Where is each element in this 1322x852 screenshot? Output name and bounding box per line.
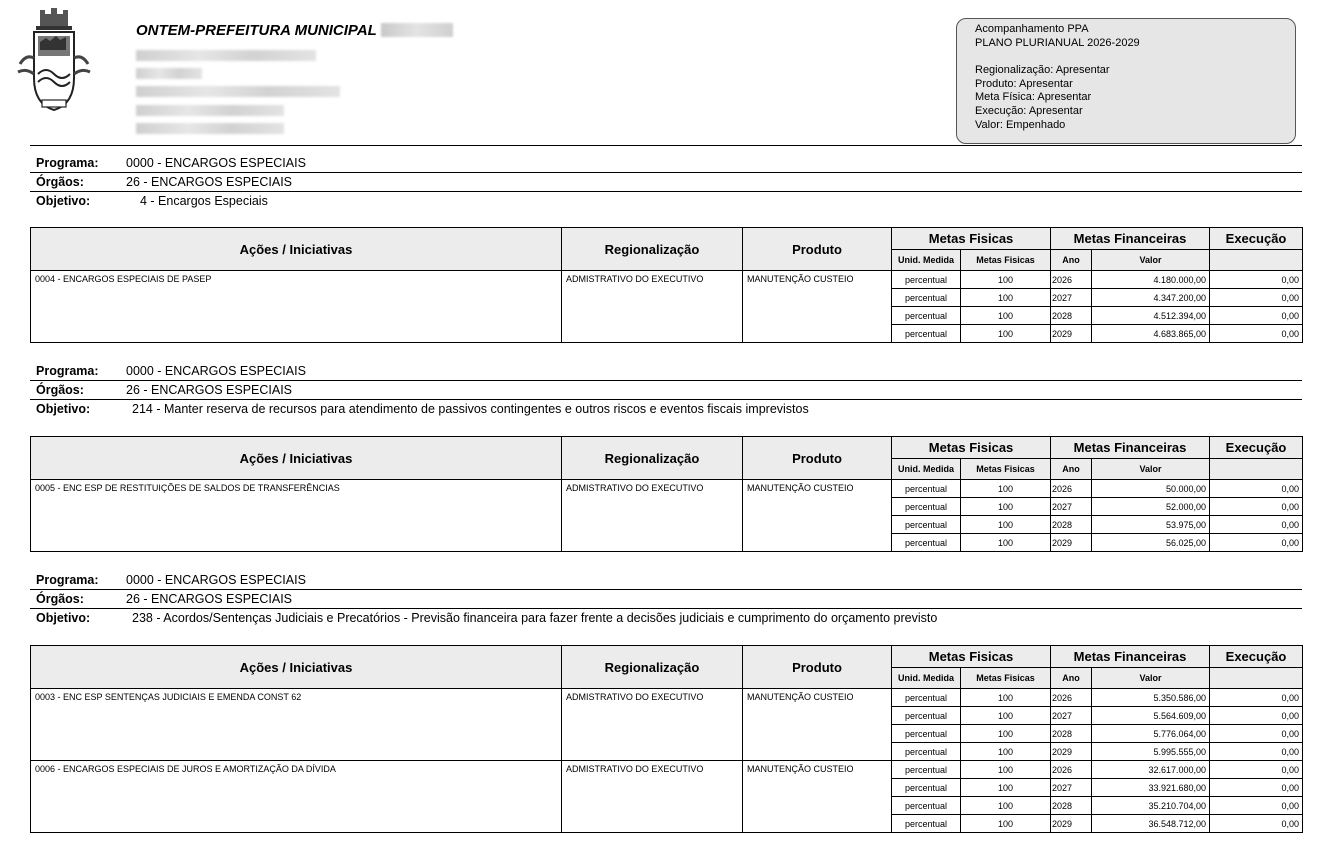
unid-cell: percentual bbox=[892, 325, 961, 343]
col-metas-financeiras: Metas Financeiras bbox=[1051, 646, 1210, 668]
ano-cell: 2027 bbox=[1051, 289, 1092, 307]
valor-cell: 52.000,00 bbox=[1092, 498, 1210, 516]
table-row bbox=[31, 761, 1303, 779]
ano-cell: 2027 bbox=[1051, 707, 1092, 725]
col-unid-medida: Unid. Medida bbox=[892, 668, 961, 689]
table-row bbox=[31, 271, 1303, 289]
redacted-text bbox=[381, 23, 453, 37]
unid-cell: percentual bbox=[892, 516, 961, 534]
table-row bbox=[31, 480, 1303, 498]
meta-cell: 100 bbox=[961, 743, 1051, 761]
ano-cell: 2029 bbox=[1051, 534, 1092, 552]
unid-cell: percentual bbox=[892, 534, 961, 552]
exec-cell: 0,00 bbox=[1210, 534, 1303, 552]
col-acoes: Ações / Iniciativas bbox=[31, 228, 562, 271]
action-regionalizacao: ADMISTRATIVO DO EXECUTIVO bbox=[562, 761, 743, 833]
col-produto: Produto bbox=[743, 646, 892, 689]
objetivo-row: Objetivo: 238 - Acordos/Sentenças Judiciais e Precatórios - Previsão financeira para fazer frente a decisões judiciais e cumprimento do orçamento previsto bbox=[36, 611, 938, 625]
col-execucao: Execução bbox=[1210, 437, 1303, 459]
exec-cell: 0,00 bbox=[1210, 516, 1303, 534]
meta-cell: 100 bbox=[961, 707, 1051, 725]
objetivo-row: Objetivo: 214 - Manter reserva de recursos para atendimento de passivos contingentes e outros riscos e eventos fiscais imprevistos bbox=[36, 402, 809, 416]
exec-cell: 0,00 bbox=[1210, 689, 1303, 707]
redacted-address-line bbox=[136, 50, 316, 61]
col-regionalizacao: Regionalização bbox=[562, 646, 743, 689]
col-metas-fisicas-sub: Metas Fisicas bbox=[961, 459, 1051, 480]
meta-cell: 100 bbox=[961, 534, 1051, 552]
valor-cell: 32.617.000,00 bbox=[1092, 761, 1210, 779]
ano-cell: 2028 bbox=[1051, 307, 1092, 325]
redacted-address-line bbox=[136, 123, 284, 134]
program-section bbox=[30, 154, 1302, 210]
action-name: 0005 - ENC ESP DE RESTITUIÇÕES DE SALDOS DE TRANSFERÊNCIAS bbox=[31, 480, 562, 552]
valor-cell: 4.180.000,00 bbox=[1092, 271, 1210, 289]
valor-cell: 35.210.704,00 bbox=[1092, 797, 1210, 815]
exec-cell: 0,00 bbox=[1210, 325, 1303, 343]
meta-cell: 100 bbox=[961, 797, 1051, 815]
meta-cell: 100 bbox=[961, 779, 1051, 797]
orgaos-row: Órgãos: 26 - ENCARGOS ESPECIAIS bbox=[30, 381, 1302, 400]
meta-cell: 100 bbox=[961, 516, 1051, 534]
redacted-address-line bbox=[136, 105, 284, 116]
valor-cell: 53.975,00 bbox=[1092, 516, 1210, 534]
table-row bbox=[31, 689, 1303, 707]
unid-cell: percentual bbox=[892, 779, 961, 797]
action-name: 0006 - ENCARGOS ESPECIAIS DE JUROS E AMORTIZAÇÃO DA DÍVIDA bbox=[31, 761, 562, 833]
col-produto: Produto bbox=[743, 228, 892, 271]
meta-cell: 100 bbox=[961, 498, 1051, 516]
ano-cell: 2026 bbox=[1051, 271, 1092, 289]
info-line: PLANO PLURIANUAL 2026-2029 bbox=[975, 36, 1140, 49]
col-metas-fisicas: Metas Fisicas bbox=[892, 646, 1051, 668]
organization-name: ONTEM-PREFEITURA MUNICIPAL bbox=[136, 22, 453, 39]
action-name: 0003 - ENC ESP SENTENÇAS JUDICIAIS E EMENDA CONST 62 bbox=[31, 689, 562, 761]
action-produto: MANUTENÇÃO CUSTEIO bbox=[743, 689, 892, 761]
col-acoes: Ações / Iniciativas bbox=[31, 646, 562, 689]
col-unid-medida: Unid. Medida bbox=[892, 250, 961, 271]
ano-cell: 2029 bbox=[1051, 743, 1092, 761]
ano-cell: 2028 bbox=[1051, 797, 1092, 815]
redacted-address-line bbox=[136, 86, 340, 97]
actions-table bbox=[30, 227, 1303, 343]
info-line: Produto: Apresentar bbox=[975, 77, 1073, 90]
col-execucao-sub bbox=[1210, 459, 1303, 480]
unid-cell: percentual bbox=[892, 289, 961, 307]
exec-cell: 0,00 bbox=[1210, 725, 1303, 743]
report-info-box bbox=[956, 18, 1296, 144]
report-header bbox=[0, 0, 1322, 148]
action-produto: MANUTENÇÃO CUSTEIO bbox=[743, 480, 892, 552]
col-unid-medida: Unid. Medida bbox=[892, 459, 961, 480]
col-execucao-sub bbox=[1210, 250, 1303, 271]
municipal-crest-icon bbox=[16, 8, 92, 116]
meta-cell: 100 bbox=[961, 815, 1051, 833]
header-divider bbox=[30, 145, 1302, 146]
ano-cell: 2026 bbox=[1051, 480, 1092, 498]
col-execucao-sub bbox=[1210, 668, 1303, 689]
col-metas-fisicas: Metas Fisicas bbox=[892, 228, 1051, 250]
col-metas-fisicas-sub: Metas Fisicas bbox=[961, 668, 1051, 689]
valor-cell: 5.564.609,00 bbox=[1092, 707, 1210, 725]
programa-row: Programa: 0000 - ENCARGOS ESPECIAIS bbox=[30, 571, 1302, 590]
meta-cell: 100 bbox=[961, 289, 1051, 307]
col-metas-fisicas-sub: Metas Fisicas bbox=[961, 250, 1051, 271]
col-execucao: Execução bbox=[1210, 228, 1303, 250]
exec-cell: 0,00 bbox=[1210, 498, 1303, 516]
exec-cell: 0,00 bbox=[1210, 779, 1303, 797]
col-valor: Valor bbox=[1092, 250, 1210, 271]
valor-cell: 50.000,00 bbox=[1092, 480, 1210, 498]
ano-cell: 2028 bbox=[1051, 725, 1092, 743]
valor-cell: 4.347.200,00 bbox=[1092, 289, 1210, 307]
col-valor: Valor bbox=[1092, 668, 1210, 689]
col-acoes: Ações / Iniciativas bbox=[31, 437, 562, 480]
meta-cell: 100 bbox=[961, 307, 1051, 325]
exec-cell: 0,00 bbox=[1210, 761, 1303, 779]
ano-cell: 2029 bbox=[1051, 325, 1092, 343]
col-metas-financeiras: Metas Financeiras bbox=[1051, 437, 1210, 459]
programa-row: Programa: 0000 - ENCARGOS ESPECIAIS bbox=[30, 362, 1302, 381]
actions-table bbox=[30, 436, 1303, 552]
program-section bbox=[30, 362, 1302, 418]
valor-cell: 36.548.712,00 bbox=[1092, 815, 1210, 833]
col-ano: Ano bbox=[1051, 459, 1092, 480]
info-line: Acompanhamento PPA bbox=[975, 23, 1089, 35]
info-line: Regionalização: Apresentar bbox=[975, 64, 1110, 77]
meta-cell: 100 bbox=[961, 761, 1051, 779]
ano-cell: 2026 bbox=[1051, 761, 1092, 779]
col-regionalizacao: Regionalização bbox=[562, 437, 743, 480]
valor-cell: 4.512.394,00 bbox=[1092, 307, 1210, 325]
meta-cell: 100 bbox=[961, 480, 1051, 498]
action-produto: MANUTENÇÃO CUSTEIO bbox=[743, 761, 892, 833]
exec-cell: 0,00 bbox=[1210, 797, 1303, 815]
col-valor: Valor bbox=[1092, 459, 1210, 480]
unid-cell: percentual bbox=[892, 725, 961, 743]
unid-cell: percentual bbox=[892, 797, 961, 815]
col-metas-financeiras: Metas Financeiras bbox=[1051, 228, 1210, 250]
valor-cell: 56.025,00 bbox=[1092, 534, 1210, 552]
info-line: Execução: Apresentar bbox=[975, 104, 1083, 117]
action-name: 0004 - ENCARGOS ESPECIAIS DE PASEP bbox=[31, 271, 562, 343]
exec-cell: 0,00 bbox=[1210, 271, 1303, 289]
info-line: Meta Física: Apresentar bbox=[975, 91, 1092, 104]
redacted-address-line bbox=[136, 68, 202, 79]
meta-cell: 100 bbox=[961, 689, 1051, 707]
ano-cell: 2029 bbox=[1051, 815, 1092, 833]
programa-row: Programa: 0000 - ENCARGOS ESPECIAIS bbox=[30, 154, 1302, 173]
action-produto: MANUTENÇÃO CUSTEIO bbox=[743, 271, 892, 343]
orgaos-row: Órgãos: 26 - ENCARGOS ESPECIAIS bbox=[30, 173, 1302, 192]
unid-cell: percentual bbox=[892, 498, 961, 516]
ano-cell: 2027 bbox=[1051, 498, 1092, 516]
meta-cell: 100 bbox=[961, 725, 1051, 743]
meta-cell: 100 bbox=[961, 325, 1051, 343]
exec-cell: 0,00 bbox=[1210, 480, 1303, 498]
valor-cell: 5.350.586,00 bbox=[1092, 689, 1210, 707]
exec-cell: 0,00 bbox=[1210, 815, 1303, 833]
exec-cell: 0,00 bbox=[1210, 289, 1303, 307]
exec-cell: 0,00 bbox=[1210, 743, 1303, 761]
program-section bbox=[30, 571, 1302, 627]
objetivo-row: Objetivo: 4 - Encargos Especiais bbox=[36, 194, 268, 208]
valor-cell: 5.995.555,00 bbox=[1092, 743, 1210, 761]
ano-cell: 2026 bbox=[1051, 689, 1092, 707]
meta-cell: 100 bbox=[961, 271, 1051, 289]
col-execucao: Execução bbox=[1210, 646, 1303, 668]
valor-cell: 33.921.680,00 bbox=[1092, 779, 1210, 797]
info-line: Valor: Empenhado bbox=[975, 118, 1066, 131]
unid-cell: percentual bbox=[892, 815, 961, 833]
orgaos-row: Órgãos: 26 - ENCARGOS ESPECIAIS bbox=[30, 590, 1302, 609]
col-metas-fisicas: Metas Fisicas bbox=[892, 437, 1051, 459]
exec-cell: 0,00 bbox=[1210, 707, 1303, 725]
col-regionalizacao: Regionalização bbox=[562, 228, 743, 271]
unid-cell: percentual bbox=[892, 707, 961, 725]
ano-cell: 2027 bbox=[1051, 779, 1092, 797]
unid-cell: percentual bbox=[892, 480, 961, 498]
col-ano: Ano bbox=[1051, 250, 1092, 271]
exec-cell: 0,00 bbox=[1210, 307, 1303, 325]
valor-cell: 4.683.865,00 bbox=[1092, 325, 1210, 343]
col-ano: Ano bbox=[1051, 668, 1092, 689]
col-produto: Produto bbox=[743, 437, 892, 480]
unid-cell: percentual bbox=[892, 743, 961, 761]
action-regionalizacao: ADMISTRATIVO DO EXECUTIVO bbox=[562, 689, 743, 761]
unid-cell: percentual bbox=[892, 307, 961, 325]
unid-cell: percentual bbox=[892, 271, 961, 289]
ano-cell: 2028 bbox=[1051, 516, 1092, 534]
actions-table bbox=[30, 645, 1303, 833]
unid-cell: percentual bbox=[892, 761, 961, 779]
action-regionalizacao: ADMISTRATIVO DO EXECUTIVO bbox=[562, 480, 743, 552]
valor-cell: 5.776.064,00 bbox=[1092, 725, 1210, 743]
action-regionalizacao: ADMISTRATIVO DO EXECUTIVO bbox=[562, 271, 743, 343]
unid-cell: percentual bbox=[892, 689, 961, 707]
